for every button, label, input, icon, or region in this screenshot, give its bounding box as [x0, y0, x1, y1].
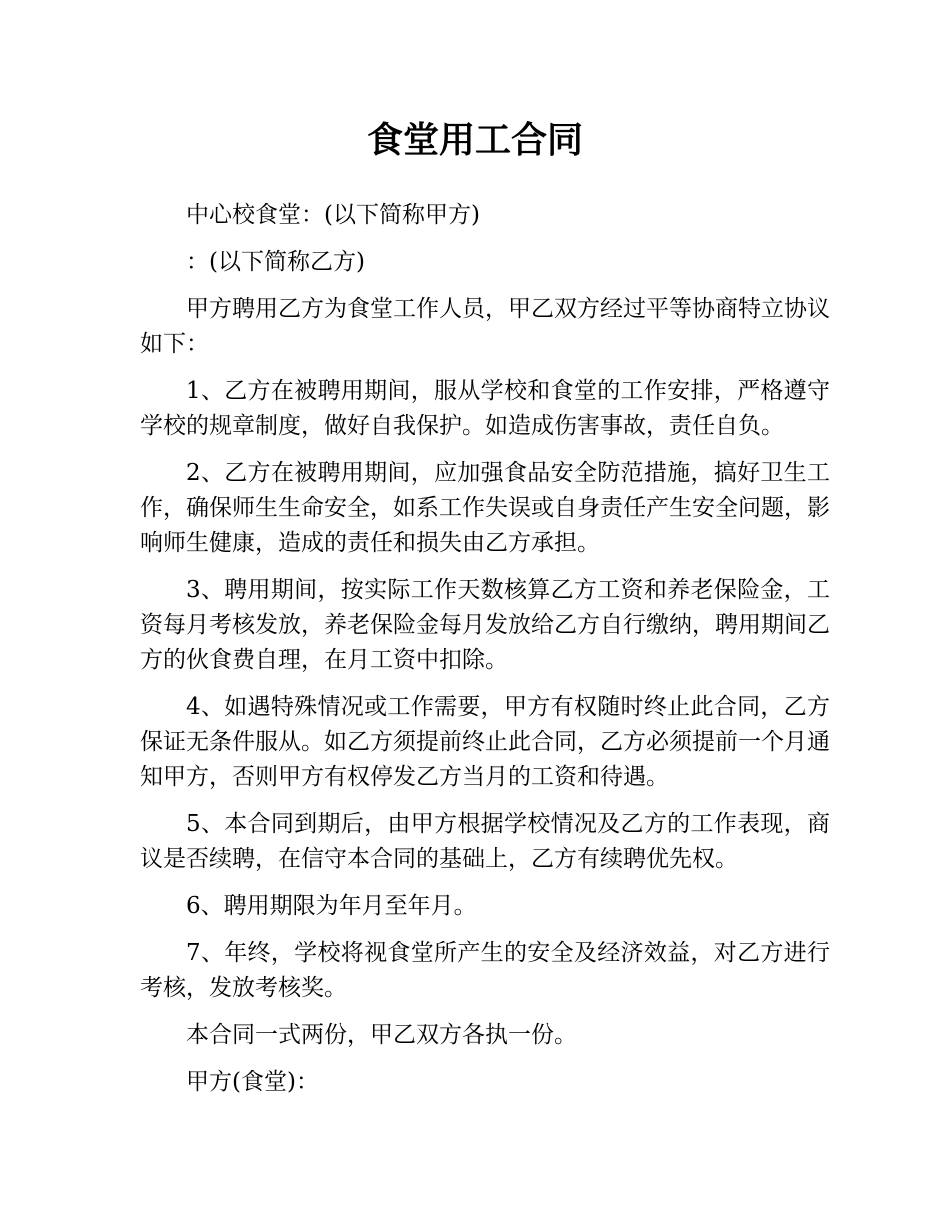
- party-a-signature-line: 甲方(食堂)：: [186, 1069, 319, 1095]
- party-a-line: 中心校食堂：(以下简称甲方): [186, 202, 480, 228]
- clause-2: 2、乙方在被聘用期间，应加强食品安全防范措施，搞好卫生工作，确保师生生命安全，如系工作失误或自身责任产生安全问题，影响师生健康，造成的责任和损失由乙方承担。: [140, 460, 830, 556]
- clause-7: 7、年终，学校将视食堂所产生的安全及经济效益，对乙方进行考核，发放考核奖。: [140, 940, 830, 1001]
- clause-3: 3、聘用期间，按实际工作天数核算乙方工资和养老保险金，工资每月考核发放，养老保险金每月发放给乙方自行缴纳，聘用期间乙方的伙食费自理，在月工资中扣除。: [140, 577, 830, 673]
- party-b-line: ：(以下简称乙方): [186, 249, 365, 275]
- copies-statement: 本合同一式两份，甲乙双方各执一份。: [186, 1022, 577, 1048]
- clause-1: 1、乙方在被聘用期间，服从学校和食堂的工作安排，严格遵守学校的规章制度，做好自我保护。如造成伤害事故，责任自负。: [140, 378, 830, 439]
- clause-6: 6、聘用期限为年月至年月。: [186, 893, 477, 919]
- intro-paragraph: 甲方聘用乙方为食堂工作人员，甲乙双方经过平等协商特立协议如下：: [140, 296, 830, 357]
- clause-5: 5、本合同到期后，由甲方根据学校情况及乙方的工作表现，商议是否续聘，在信守本合同的基础上，乙方有续聘优先权。: [140, 811, 830, 872]
- clause-4: 4、如遇特殊情况或工作需要，甲方有权随时终止此合同，乙方保证无条件服从。如乙方须提前终止此合同，乙方必须提前一个月通知甲方，否则甲方有权停发乙方当月的工资和待遇。: [140, 694, 830, 790]
- document-title: 食堂用工合同: [366, 120, 583, 161]
- contract-body: [140, 198, 830, 1112]
